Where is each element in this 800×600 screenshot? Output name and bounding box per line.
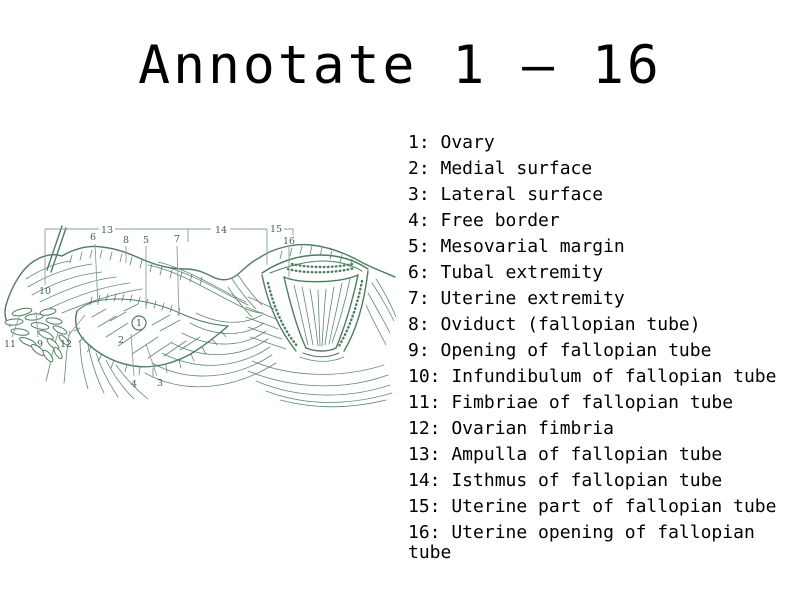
ovary-fallopian-tube-diagram <box>0 213 400 410</box>
diagram-label-11: 11 <box>3 339 17 350</box>
annotation-item: 10: Infundibulum of fallopian tube <box>408 366 777 387</box>
annotation-item: 7: Uterine extremity <box>408 288 625 309</box>
annotation-item: 14: Isthmus of fallopian tube <box>408 470 723 491</box>
diagram-label-4: 4 <box>130 379 138 390</box>
diagram-label-3: 3 <box>156 378 164 389</box>
diagram-label-14: 14 <box>214 225 228 236</box>
diagram-label-9: 9 <box>36 339 44 350</box>
annotation-item: 1: Ovary <box>408 132 495 153</box>
anatomy-figure <box>0 213 400 410</box>
annotation-item: 6: Tubal extremity <box>408 262 604 283</box>
diagram-label-13: 13 <box>100 225 114 236</box>
annotation-item: 5: Mesovarial margin <box>408 236 625 257</box>
diagram-label-5: 5 <box>142 235 150 246</box>
diagram-label-2: 2 <box>117 335 125 346</box>
diagram-label-15: 15 <box>269 224 283 235</box>
diagram-markers <box>4 224 295 390</box>
annotation-item: 12: Ovarian fimbria <box>408 418 614 439</box>
annotation-list <box>408 133 784 569</box>
annotation-item: 13: Ampulla of fallopian tube <box>408 444 723 465</box>
ovary-shape <box>74 294 228 376</box>
diagram-label-6: 6 <box>89 232 97 243</box>
diagram-label-1: 1 <box>135 318 143 329</box>
annotation-item: 4: Free border <box>408 210 560 231</box>
diagram-label-16: 16 <box>282 236 296 247</box>
annotation-item: 2: Medial surface <box>408 158 593 179</box>
diagram-label-12: 12 <box>59 339 73 350</box>
page-title: Annotate 1 – 16 <box>138 35 662 96</box>
annotation-item: 8: Oviduct (fallopian tube) <box>408 314 701 335</box>
annotation-item: 11: Fimbriae of fallopian tube <box>408 392 734 413</box>
annotation-item: 9: Opening of fallopian tube <box>408 340 712 361</box>
annotation-item: 3: Lateral surface <box>408 184 604 205</box>
organ-line-art <box>5 226 396 407</box>
annotation-item: 16: Uterine opening of fallopian tube <box>408 522 755 563</box>
diagram-label-10: 10 <box>38 286 52 297</box>
annotation-item: 15: Uterine part of fallopian tube <box>408 496 777 517</box>
diagram-label-7: 7 <box>173 234 181 245</box>
uterus-section <box>246 255 396 407</box>
diagram-label-8: 8 <box>122 235 130 246</box>
